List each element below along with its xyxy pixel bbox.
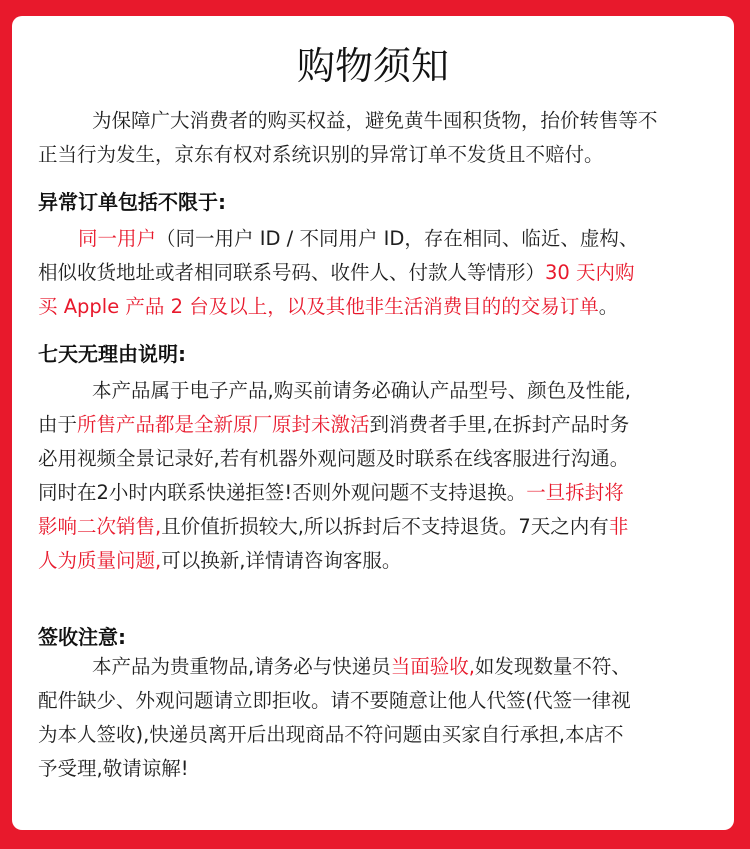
highlight-text: 人为质量问题,: [38, 549, 162, 572]
highlight-text: 所售产品都是全新原厂原封未激活: [77, 413, 370, 436]
highlight-text: 一旦拆封将: [526, 481, 624, 504]
abnormal-paragraph: [38, 222, 722, 324]
sign-line: 为本人签收),快递员离开后出现商品不符问题由买家自行承担,本店不: [38, 723, 624, 746]
body-text: 。: [598, 295, 619, 318]
body-text: 到消费者手里,在拆封产品时务: [369, 413, 630, 436]
highlight-text: 影响二次销售,: [38, 515, 162, 538]
notice-card: [12, 16, 734, 830]
sign-line: 予受理,敬请谅解!: [38, 757, 189, 780]
abnormal-line: [38, 290, 722, 324]
sign-heading: 签收注意:: [38, 625, 126, 649]
page-title: 购物须知: [296, 44, 449, 88]
sign-paragraph: [38, 650, 722, 786]
highlight-text: 同一用户: [78, 227, 157, 250]
body-text: 且价值折损较大,所以拆封后不支持退货。7天之内有: [161, 515, 609, 538]
seven-day-line: [38, 544, 722, 578]
abnormal-line: [38, 256, 722, 290]
seven-day-line: [38, 408, 722, 442]
body-text: （同一用户 ID / 不同用户 ID，存在相同、临近、虚构、: [156, 227, 639, 250]
seven-day-line: 本产品属于电子产品,购买前请务必确认产品型号、颜色及性能,: [92, 379, 631, 402]
intro-paragraph: [38, 104, 722, 172]
abnormal-line: [38, 222, 722, 256]
body-text: 本产品为贵重物品,请务必与快递员: [92, 655, 391, 678]
body-text: 相似收货地址或者相同联系号码、收件人、付款人等情形）: [38, 261, 546, 284]
intro-line: 为保障广大消费者的购买权益，避免黄牛囤积货物，抬价转售等不: [92, 109, 658, 132]
seven-day-line: 必用视频全景记录好,若有机器外观问题及时联系在线客服进行沟通。: [38, 447, 630, 470]
highlight-text: 30 天内购: [545, 261, 635, 284]
seven-day-line: [38, 476, 722, 510]
abnormal-heading: 异常订单包括不限于:: [38, 190, 226, 214]
seven-day-heading: 七天无理由说明:: [38, 342, 186, 366]
intro-line: 正当行为发生，京东有权对系统识别的异常订单不发货且不赔付。: [38, 143, 604, 166]
body-text: 由于: [38, 413, 78, 436]
seven-day-line: [38, 510, 722, 544]
seven-day-paragraph: [38, 374, 722, 578]
body-text: 如发现数量不符、: [474, 655, 631, 678]
highlight-text: 买 Apple 产品 2 台及以上，以及其他非生活消费目的的交易订单: [38, 295, 599, 318]
highlight-text: 非: [608, 515, 629, 538]
sign-line: 配件缺少、外观问题请立即拒收。请不要随意让他人代签(代签一律视: [38, 689, 631, 712]
sign-line: [38, 650, 722, 684]
body-text: 可以换新,详情请咨询客服。: [161, 549, 402, 572]
highlight-text: 当面验收,: [390, 655, 475, 678]
body-text: 同时在2小时内联系快递拒签!否则外观问题不支持退换。: [38, 481, 527, 504]
